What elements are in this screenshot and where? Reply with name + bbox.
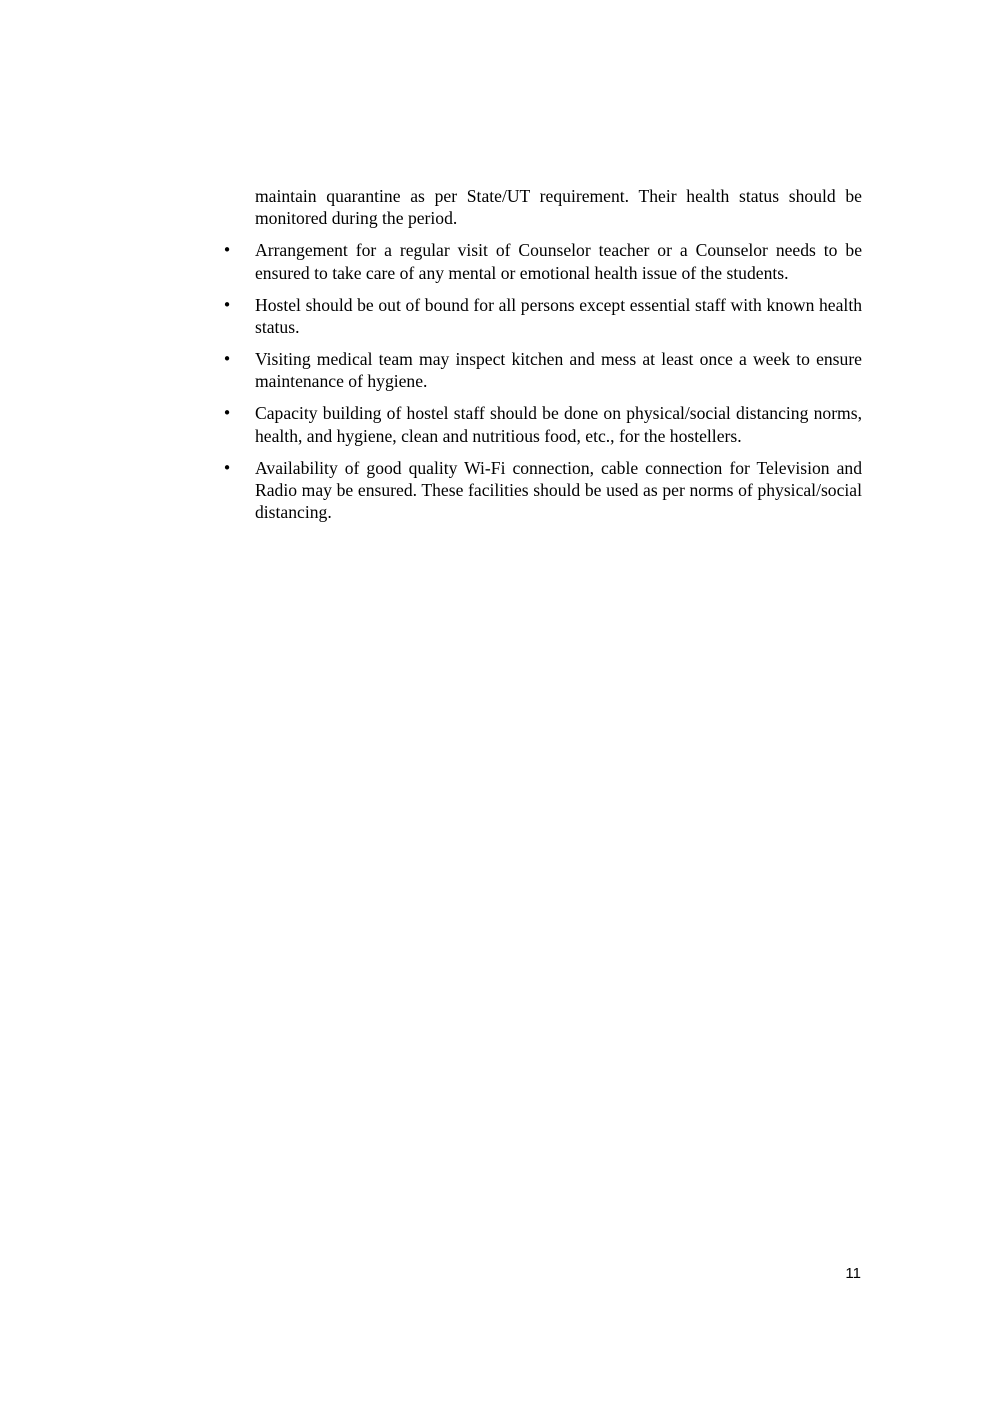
guideline-bullet-list <box>222 239 862 523</box>
list-item <box>222 457 862 524</box>
list-item <box>222 294 862 339</box>
page-body <box>222 185 862 524</box>
list-item-text: Availability of good quality Wi-Fi connection, cable connection for Television and Radio may be ensured. These facilities should be used as per norms of physical/social distancing. <box>255 457 862 523</box>
list-item <box>222 348 862 393</box>
bullet-icon: • <box>222 241 232 260</box>
page-number: 11 <box>845 1265 861 1282</box>
bullet-icon: • <box>222 295 232 314</box>
list-item <box>222 402 862 447</box>
list-item-text: Hostel should be out of bound for all persons except essential staff with known health status. <box>255 294 862 338</box>
list-item-text: Arrangement for a regular visit of Counselor teacher or a Counselor needs to be ensured to take care of any mental or emotional health issue of the students. <box>255 240 862 283</box>
bullet-icon: • <box>222 349 232 368</box>
list-item-text: Capacity building of hostel staff should be done on physical/social distancing norms, health, and hygiene, clean and nutritious food, etc., for the hostellers. <box>255 403 862 446</box>
bullet-icon: • <box>222 404 232 423</box>
bullet-icon: • <box>222 458 232 477</box>
list-item-text: Visiting medical team may inspect kitchen and mess at least once a week to ensure maintenance of hygiene. <box>255 348 862 392</box>
continuation-paragraph: maintain quarantine as per State/UT requirement. Their health status should be monitored during the period. <box>255 186 862 229</box>
list-item <box>222 239 862 284</box>
